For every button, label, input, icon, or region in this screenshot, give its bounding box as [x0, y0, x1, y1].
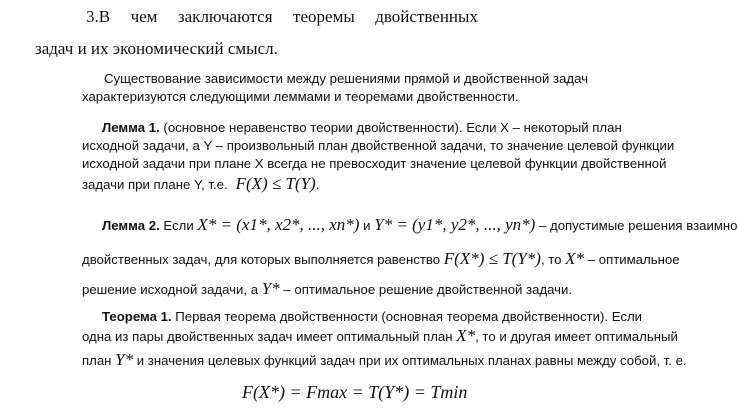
heading-word: заключаются [177, 7, 273, 26]
optimal-values-formula: F(X*) = Fmax = T(Y*) = Tmin [242, 382, 468, 402]
lemma-2-line-3-end: – оптимальное решение двойственной задачи. [283, 282, 573, 297]
lemma-2-line-3-text: решение исходной задачи, а [82, 282, 259, 297]
lemma-2-line-3 [82, 280, 572, 299]
lemma-1-inequality: F(X) ≤ T(Y) [235, 174, 316, 193]
intro-line-1: Существование зависимости между решениями прямой и двойственной задач [104, 71, 589, 86]
lemma-2-line-2-end: – оптимальное [587, 252, 680, 267]
lemma-1-line-4-text: задачи при плане Y, т.е. [82, 177, 228, 192]
theorem-1-line-1 [102, 308, 642, 326]
theorem-1-line-2 [82, 327, 678, 346]
heading-word: чем [130, 7, 158, 26]
x-star-vector: X* = (x1*, x2*, ..., xn*) [197, 215, 360, 234]
lemma-2-line-1 [102, 216, 738, 235]
heading-word: двойственных [375, 7, 478, 26]
theorem-1-label: Теорема 1. [102, 309, 172, 324]
lemma-1-line-2: исходной задачи, а Y – произвольный план двойственной задачи, то значение целевой функции [82, 138, 675, 153]
theorem-1-line-2-end: , то и другая имеет оптимальный [475, 329, 678, 344]
section-heading-line-1 [86, 7, 478, 27]
y-star: Y* [261, 279, 280, 298]
theorem-1-line-3 [82, 351, 687, 370]
period: . [315, 177, 320, 192]
lemma-2-line-1-end: – допустимые решения взаимно [539, 218, 738, 233]
theorem-1-line-3-end: и значения целевых функций задач при их оптимальных планах равны между собой, т. е. [136, 353, 687, 368]
if-word: Если [163, 218, 194, 233]
heading-word: 3.В [86, 7, 111, 26]
lemma-2-label: Лемма 2. [102, 218, 160, 233]
lemma-1-line-3: исходной задачи при плане X всегда не превосходит значение целевой функции двойственной [82, 156, 667, 171]
lemma-1-line-4 [82, 175, 319, 194]
intro-line-2: характеризуются следующими леммами и теоремами двойственности. [82, 89, 519, 104]
theorem-1-line-3-text: план [82, 353, 112, 368]
x-star: X* [565, 249, 585, 268]
section-heading-line-2: задач и их экономический смысл. [35, 39, 278, 58]
x-star: X* [456, 326, 476, 345]
theorem-1-text: Первая теорема двойственности (основная теорема двойственности). Если [175, 309, 643, 324]
lemma-2-then: , то [540, 252, 562, 267]
y-star: Y* [115, 350, 134, 369]
y-star-vector: Y* = (y1*, y2*, ..., yn*) [374, 215, 536, 234]
lemma-2-equality: F(X*) ≤ T(Y*) [443, 249, 541, 268]
lemma-2-line-2 [82, 250, 680, 269]
and-word: и [363, 218, 371, 233]
theorem-1-line-2-text: одна из пары двойственных задач имеет оптимальный план [82, 329, 453, 344]
lemma-1-label: Лемма 1. [102, 120, 160, 135]
lemma-1-text: (основное неравенство теории двойственности). Если X – некоторый план [163, 120, 622, 135]
heading-word: теоремы [293, 7, 355, 26]
lemma-1-line-1 [102, 119, 622, 137]
lemma-2-line-2-text: двойственных задач, для которых выполняется равенство [82, 252, 441, 267]
